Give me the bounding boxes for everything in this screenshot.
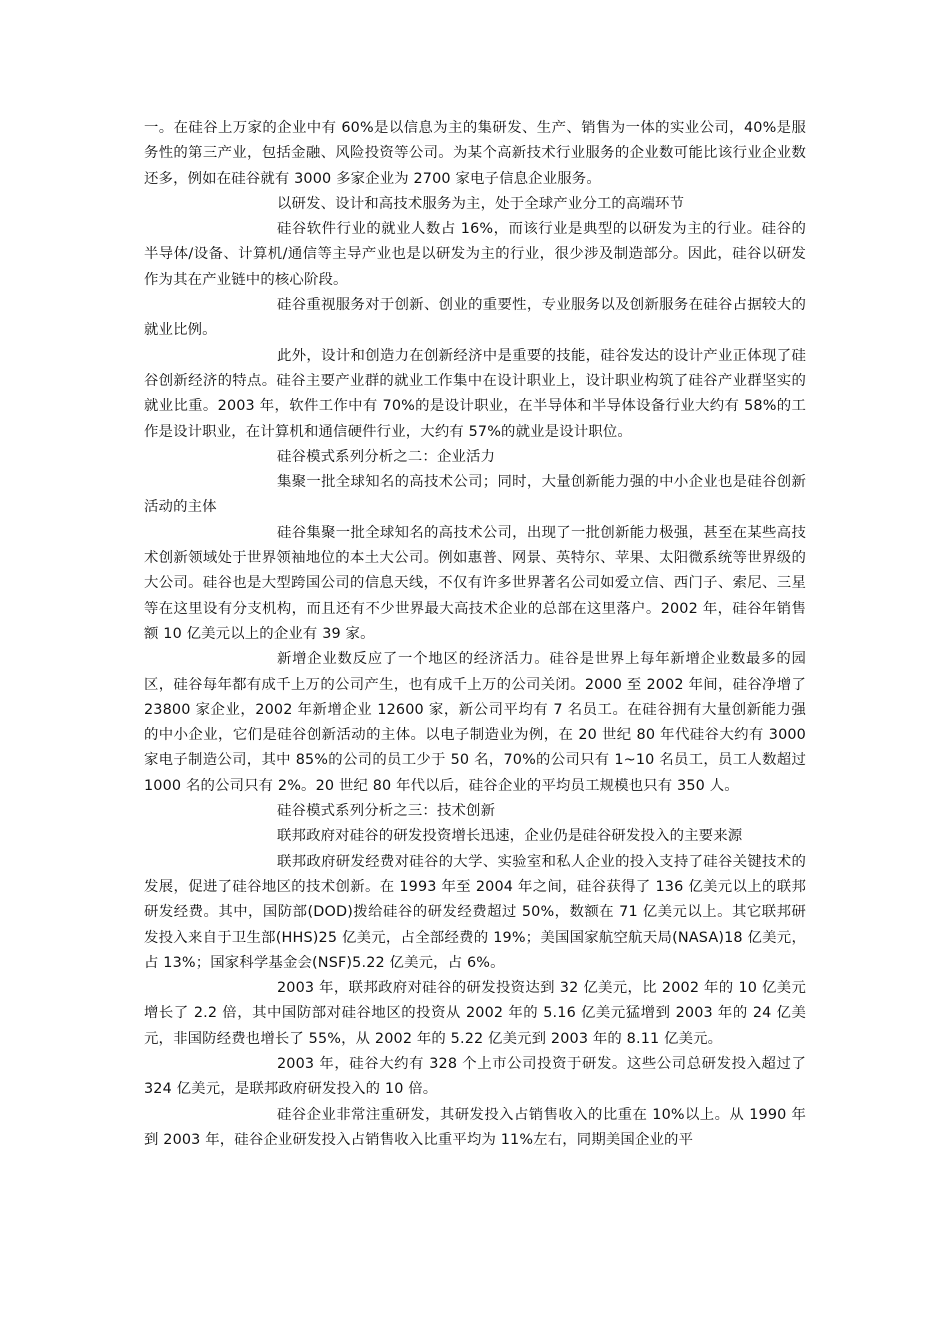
section-heading: 硅谷模式系列分析之二：企业活力 (277, 448, 496, 465)
paragraph: 2003 年，硅谷大约有 328 个上市公司投资于研发。这些公司总研发投入超过了 324 亿美元，是联邦政府研发投入的 10 倍。 (144, 1055, 806, 1098)
paragraph: 2003 年，联邦政府对硅谷的研发投资达到 32 亿美元，比 2002 年的 10 亿美元增长了 2.2 倍，其中国防部对硅谷地区的投资从 2002 年的 5.16 亿美元猛增到 2003 年的 24 亿美元，非国防经费也增长了 55%，从 2002 年的 5.22 亿美元到 2003 年的 8.11 亿美元。 (144, 980, 806, 1047)
paragraph-heading: 集聚一批全球知名的高技术公司；同时，大量创新能力强的中小企业也是硅谷创新活动的主体 (144, 474, 806, 516)
paragraph: 硅谷企业非常注重研发，其研发投入占销售收入的比重在 10%以上。从 1990 年到 2003 年，硅谷企业研发投入占销售收入比重平均为 11%左右，同期美国企业的平 (144, 1106, 806, 1148)
paragraph: 新增企业数反应了一个地区的经济活力。硅谷是世界上每年新增企业数最多的园区，硅谷每年都有成千上万的公司产生，也有成千上万的公司关闭。2000 至 2002 年间，硅谷净增了 23800 家企业，2002 年新增企业 12600 家，新公司平均有 7 名员工。在硅谷拥有大量创新能力强的中小企业，它们是硅谷创新活动的主体。以电子制造业为例，在 20 世纪 80 年代硅谷大约有 3000 家电子制造公司，其中 85%的公司的员工少于 50 名，70%的公司只有 1~10 名员工，员工人数超过 1000 名的公司只有 2%。20 世纪 80 年代以后，硅谷企业的平均员工规模也只有 350 人。 (144, 651, 806, 794)
paragraph: 联邦政府研发经费对硅谷的大学、实验室和私人企业的投入支持了硅谷关键技术的发展，促进了硅谷地区的技术创新。在 1993 年至 2004 年之间，硅谷获得了 136 亿美元以上的联邦研发经费。其中，国防部(DOD)拨给硅谷的研发经费超过 50%，数额在 71 亿美元以上。其它联邦研发投入来自于卫生部(HHS)25 亿美元，占全部经费的 19%；美国国家航空航天局(NASA)18 亿美元，占 13%；国家科学基金会(NSF)5.22 亿美元，占 6%。 (144, 853, 806, 971)
paragraph: 硅谷集聚一批全球知名的高技术公司，出现了一批创新能力极强，甚至在某些高技术创新领域处于世界领袖地位的本土大公司。例如惠普、网景、英特尔、苹果、太阳微系统等世界级的大公司。硅谷也是大型跨国公司的信息天线，不仅有许多世界著名公司如爱立信、西门子、索尼、三星等在这里设有分支机构，而且还有不少世界最大高技术企业的总部在这里落户。2002 年，硅谷年销售额 10 亿美元以上的企业有 39 家。 (144, 524, 806, 642)
paragraph-heading: 以研发、设计和高技术服务为主，处于全球产业分工的高端环节 (277, 195, 685, 212)
paragraph: 此外，设计和创造力在创新经济中是重要的技能，硅谷发达的设计产业正体现了硅谷创新经济的特点。硅谷主要产业群的就业工作集中在设计职业上，设计职业构筑了硅谷产业群坚实的就业比重。2003 年，软件工作中有 70%的是设计职业，在半导体和半导体设备行业大约有 58%的工作是设计职业，在计算机和通信硬件行业，大约有 57%的就业是设计职位。 (144, 347, 806, 440)
paragraph: 硅谷软件行业的就业人数占 16%，而该行业是典型的以研发为主的行业。硅谷的半导体/设备、计算机/通信等主导产业也是以研发为主的行业，很少涉及制造部分。因此，硅谷以研发作为其在产业链中的核心阶段。 (144, 221, 806, 288)
document-body (144, 116, 806, 1153)
paragraph: 硅谷重视服务对于创新、创业的重要性，专业服务以及创新服务在硅谷占据较大的就业比例。 (144, 297, 806, 339)
section-heading: 硅谷模式系列分析之三：技术创新 (277, 803, 496, 820)
paragraph-heading: 联邦政府对硅谷的研发投资增长迅速，企业仍是硅谷研发投入的主要来源 (277, 828, 743, 845)
paragraph: 一。在硅谷上万家的企业中有 60%是以信息为主的集研发、生产、销售为一体的实业公司，40%是服务性的第三产业，包括金融、风险投资等公司。为某个高新技术行业服务的企业数可能比该行业企业数还多，例如在硅谷就有 3000 多家企业为 2700 家电子信息企业服务。 (144, 120, 806, 187)
